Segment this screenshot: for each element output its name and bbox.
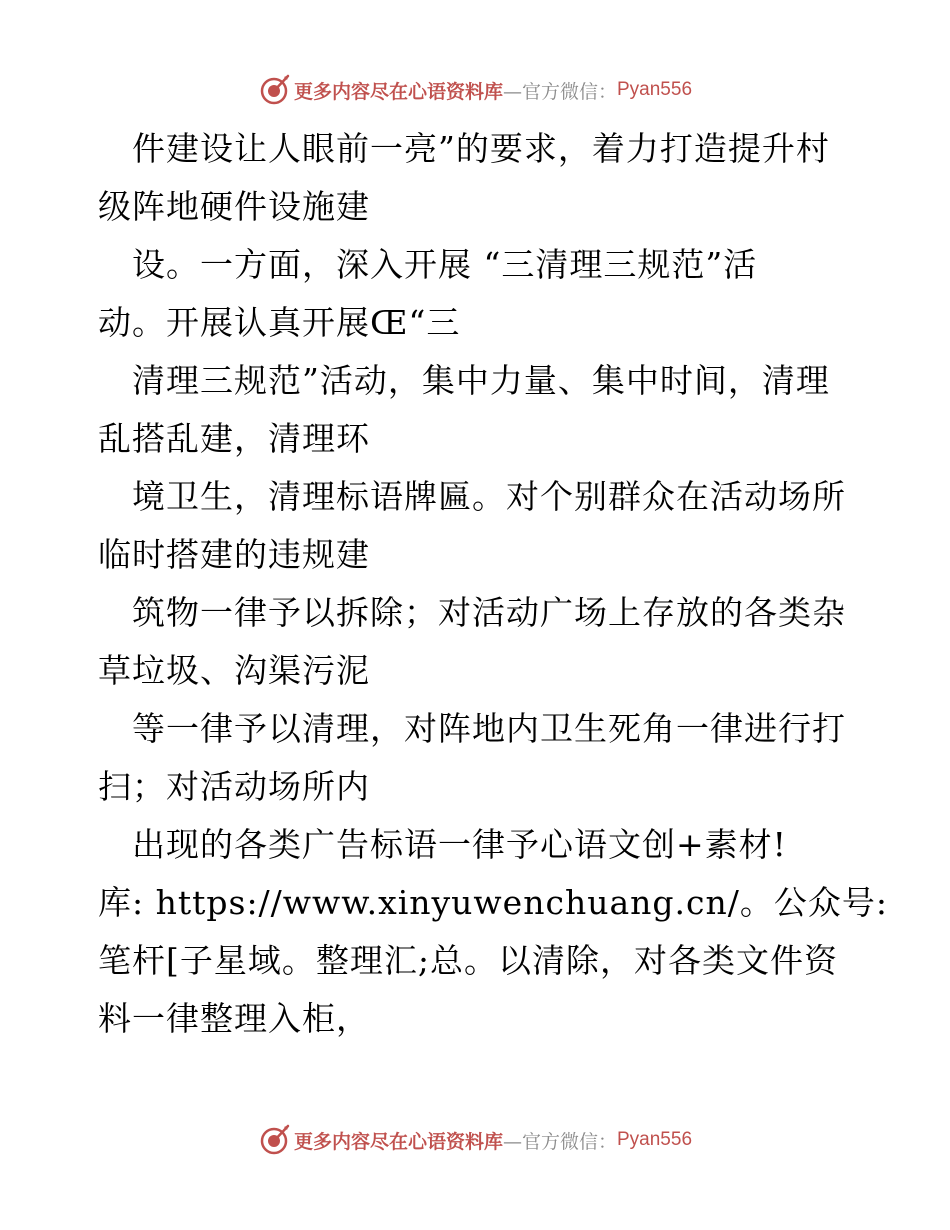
- text-line: 件建设让人眼前一亮”的要求，着力打造提升村: [98, 129, 830, 168]
- header-banner: [0, 70, 950, 110]
- text-line: 扫；对活动场所内: [98, 767, 370, 806]
- text-line: 乱搭乱建，清理环: [98, 419, 370, 458]
- text-line: 草垃圾、沟渠污泥: [98, 651, 370, 690]
- text-line: 境卫生，清理标语牌匾。对个别群众在活动场所: [98, 477, 846, 516]
- text-line: 出现的各类广告标语一律予心语文创+素材!: [98, 825, 787, 864]
- footer-banner-title: 更多内容尽在心语资料库: [293, 1130, 503, 1153]
- text-line: 库: https://www.xinyuwenchuang.cn/。公众号:: [98, 883, 888, 922]
- text-line: 临时搭建的违规建: [98, 535, 370, 574]
- footer-banner-wechat-id: Pyan556: [617, 1129, 693, 1150]
- header-banner-wechat-id: Pyan556: [617, 79, 693, 100]
- quill-seal-logo-icon: [258, 1124, 290, 1156]
- text-line: 筑物一律予以拆除；对活动广场上存放的各类杂: [98, 593, 846, 632]
- footer-banner-separator: —官方微信：: [502, 1130, 617, 1153]
- text-line: 笔杆[子星域。整理汇;总。以清除，对各类文件资: [98, 941, 838, 980]
- text-line: 动。开展认真开展Œ“三: [98, 303, 461, 342]
- footer-banner: [0, 1120, 950, 1160]
- header-banner-title: 更多内容尽在心语资料库: [293, 80, 503, 103]
- text-line: 料一律整理入柜，: [98, 999, 370, 1038]
- text-line: 清理三规范”活动，集中力量、集中时间，清理: [98, 361, 830, 400]
- text-line: 级阵地硬件设施建: [98, 187, 370, 226]
- text-line: 设。一方面，深入开展 “三清理三规范”活: [98, 245, 758, 284]
- quill-seal-logo-icon: [258, 74, 290, 106]
- header-banner-separator: —官方微信：: [502, 80, 617, 103]
- document-body: [98, 120, 888, 1048]
- text-line: 等一律予以清理，对阵地内卫生死角一律进行打: [98, 709, 846, 748]
